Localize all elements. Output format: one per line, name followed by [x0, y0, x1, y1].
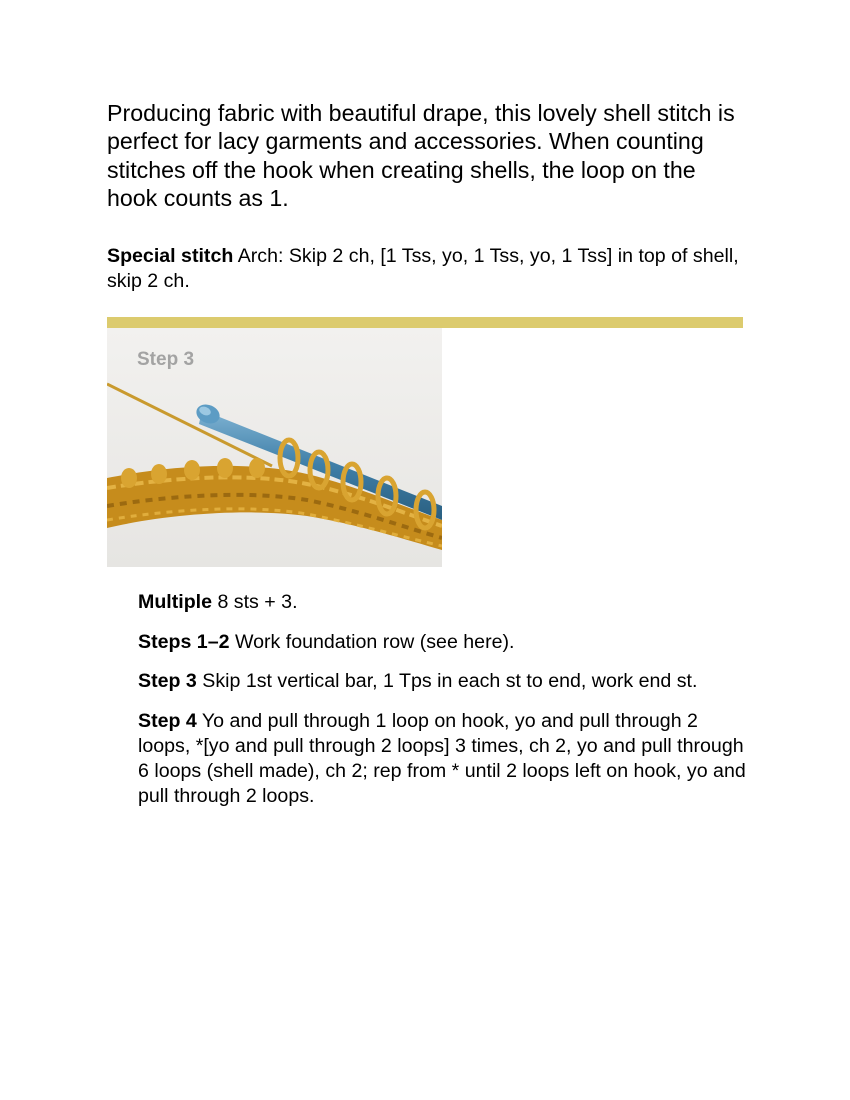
instruction-steps-1-2 — [138, 630, 748, 655]
special-stitch-text: Arch: Skip 2 ch, [1 Tss, yo, 1 Tss, yo, 1 Tss] in top of shell, skip 2 ch. — [107, 245, 739, 292]
intro-paragraph: Producing fabric with beautiful drape, this lovely shell stitch is perfect for lacy garments and accessories. When counting stitches off the hook when creating shells, the loop on the hook counts as 1. — [107, 100, 735, 211]
step-label: Step 3 — [138, 670, 197, 692]
instruction-steps — [138, 590, 748, 823]
instruction-step-3 — [138, 669, 748, 694]
instruction-multiple — [138, 590, 748, 615]
accent-divider — [107, 317, 743, 328]
special-stitch-label: Special stitch — [107, 245, 234, 267]
step-text: Yo and pull through 1 loop on hook, yo and pull through 2 loops, *[yo and pull through 2 loops] 3 times, ch 2, yo and pull through 6 loops (shell made), ch 2; rep from * until 2 loops left on hook, yo and pull through 2 loops. — [138, 709, 746, 807]
instruction-step-4 — [138, 709, 748, 809]
photo-step-label: Step 3 — [137, 349, 195, 370]
special-stitch-paragraph — [107, 244, 747, 294]
step-label: Step 4 — [138, 709, 197, 732]
step-3-photo — [107, 328, 442, 567]
step-text: Work foundation row (see here). — [229, 630, 515, 653]
step-text: Skip 1st vertical bar, 1 Tps in each st to end, work end st. — [196, 670, 698, 692]
step-label: Steps 1–2 — [138, 630, 230, 653]
step-text: 8 sts + 3. — [212, 591, 298, 613]
step-label: Multiple — [138, 591, 213, 613]
